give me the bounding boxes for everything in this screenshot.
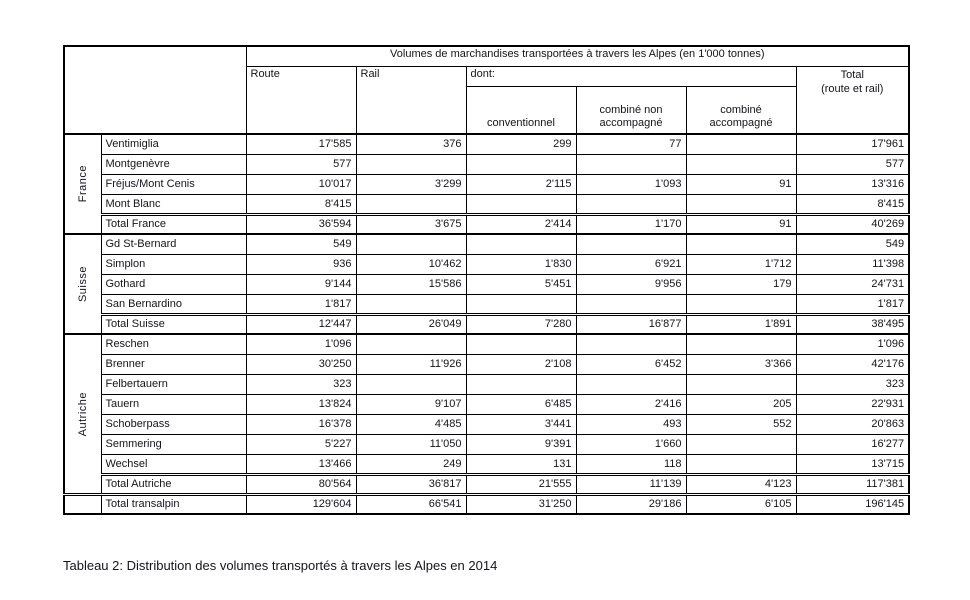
value-cell: 6'921 bbox=[576, 254, 686, 274]
country-label-cell bbox=[64, 334, 101, 494]
value-cell bbox=[356, 294, 466, 314]
value-cell: 91 bbox=[686, 214, 796, 234]
value-cell: 9'391 bbox=[466, 434, 576, 454]
value-cell: 1'660 bbox=[576, 434, 686, 454]
table-body bbox=[64, 134, 909, 514]
table-row bbox=[64, 254, 909, 274]
value-cell: 5'227 bbox=[246, 434, 356, 454]
pass-name-cell: Ventimiglia bbox=[101, 134, 246, 154]
value-cell bbox=[466, 374, 576, 394]
value-cell: 1'817 bbox=[246, 294, 356, 314]
country-label: Autriche bbox=[76, 391, 89, 436]
country-label-cell bbox=[64, 134, 101, 234]
value-cell bbox=[576, 154, 686, 174]
value-cell: 9'956 bbox=[576, 274, 686, 294]
table-caption: Tableau 2: Distribution des volumes transportés à travers les Alpes en 2014 bbox=[63, 558, 498, 573]
value-cell: 66'541 bbox=[356, 494, 466, 514]
value-cell: 6'105 bbox=[686, 494, 796, 514]
value-cell bbox=[356, 154, 466, 174]
value-cell: 42'176 bbox=[796, 354, 909, 374]
table-row bbox=[64, 454, 909, 474]
value-cell bbox=[356, 194, 466, 214]
value-cell: 3'366 bbox=[686, 354, 796, 374]
value-cell: 16'378 bbox=[246, 414, 356, 434]
value-cell bbox=[576, 234, 686, 254]
value-cell: 16'277 bbox=[796, 434, 909, 454]
section-total-row bbox=[64, 314, 909, 334]
pass-name-cell: Gd St-Bernard bbox=[101, 234, 246, 254]
pass-name-cell: Semmering bbox=[101, 434, 246, 454]
column-header-dont: dont: bbox=[466, 66, 796, 86]
table-row bbox=[64, 414, 909, 434]
value-cell: 10'017 bbox=[246, 174, 356, 194]
value-cell: 577 bbox=[796, 154, 909, 174]
table-row bbox=[64, 434, 909, 454]
value-cell: 205 bbox=[686, 394, 796, 414]
value-cell: 179 bbox=[686, 274, 796, 294]
value-cell: 80'564 bbox=[246, 474, 356, 494]
value-cell bbox=[686, 434, 796, 454]
section-total-row bbox=[64, 214, 909, 234]
table-row bbox=[64, 134, 909, 154]
total-label-cell: Total France bbox=[101, 214, 246, 234]
value-cell: 26'049 bbox=[356, 314, 466, 334]
total-label-cell: Total Autriche bbox=[101, 474, 246, 494]
section-total-row bbox=[64, 474, 909, 494]
value-cell: 21'555 bbox=[466, 474, 576, 494]
pass-name-cell: Reschen bbox=[101, 334, 246, 354]
value-cell: 549 bbox=[796, 234, 909, 254]
value-cell: 1'817 bbox=[796, 294, 909, 314]
value-cell: 299 bbox=[466, 134, 576, 154]
value-cell: 13'715 bbox=[796, 454, 909, 474]
value-cell: 15'586 bbox=[356, 274, 466, 294]
value-cell: 11'139 bbox=[576, 474, 686, 494]
column-header-rail: Rail bbox=[356, 66, 466, 134]
value-cell bbox=[686, 454, 796, 474]
value-cell: 3'441 bbox=[466, 414, 576, 434]
value-cell: 577 bbox=[246, 154, 356, 174]
value-cell bbox=[686, 134, 796, 154]
pass-name-cell: Montgenèvre bbox=[101, 154, 246, 174]
value-cell: 13'824 bbox=[246, 394, 356, 414]
table-row bbox=[64, 194, 909, 214]
table-title: Volumes de marchandises transportées à travers les Alpes (en 1'000 tonnes) bbox=[246, 46, 909, 66]
value-cell: 4'485 bbox=[356, 414, 466, 434]
value-cell: 131 bbox=[466, 454, 576, 474]
value-cell: 1'712 bbox=[686, 254, 796, 274]
value-cell bbox=[466, 194, 576, 214]
value-cell: 7'280 bbox=[466, 314, 576, 334]
value-cell: 5'451 bbox=[466, 274, 576, 294]
value-cell bbox=[576, 294, 686, 314]
pass-name-cell: Brenner bbox=[101, 354, 246, 374]
value-cell: 493 bbox=[576, 414, 686, 434]
value-cell: 13'316 bbox=[796, 174, 909, 194]
value-cell: 16'877 bbox=[576, 314, 686, 334]
corner-cell bbox=[64, 46, 246, 134]
value-cell bbox=[686, 374, 796, 394]
value-cell: 2'414 bbox=[466, 214, 576, 234]
value-cell: 376 bbox=[356, 134, 466, 154]
value-cell bbox=[686, 194, 796, 214]
column-header-total bbox=[796, 66, 909, 134]
value-cell: 323 bbox=[246, 374, 356, 394]
value-cell: 6'452 bbox=[576, 354, 686, 374]
value-cell: 31'250 bbox=[466, 494, 576, 514]
value-cell bbox=[466, 294, 576, 314]
value-cell: 117'381 bbox=[796, 474, 909, 494]
value-cell: 129'604 bbox=[246, 494, 356, 514]
value-cell bbox=[686, 234, 796, 254]
value-cell: 118 bbox=[576, 454, 686, 474]
pass-name-cell: Gothard bbox=[101, 274, 246, 294]
table-row bbox=[64, 174, 909, 194]
pass-name-cell: Wechsel bbox=[101, 454, 246, 474]
value-cell: 36'594 bbox=[246, 214, 356, 234]
value-cell: 323 bbox=[796, 374, 909, 394]
value-cell bbox=[576, 334, 686, 354]
value-cell: 91 bbox=[686, 174, 796, 194]
country-label: France bbox=[76, 165, 89, 203]
value-cell: 6'485 bbox=[466, 394, 576, 414]
value-cell: 10'462 bbox=[356, 254, 466, 274]
value-cell: 249 bbox=[356, 454, 466, 474]
value-cell bbox=[686, 294, 796, 314]
table-row bbox=[64, 234, 909, 254]
value-cell: 11'926 bbox=[356, 354, 466, 374]
value-cell: 4'123 bbox=[686, 474, 796, 494]
pass-name-cell: Schoberpass bbox=[101, 414, 246, 434]
value-cell: 552 bbox=[686, 414, 796, 434]
value-cell bbox=[466, 234, 576, 254]
value-cell: 1'170 bbox=[576, 214, 686, 234]
total-label-cell: Total Suisse bbox=[101, 314, 246, 334]
column-header-route: Route bbox=[246, 66, 356, 134]
value-cell: 11'050 bbox=[356, 434, 466, 454]
value-cell bbox=[466, 334, 576, 354]
value-cell: 36'817 bbox=[356, 474, 466, 494]
freight-table-container bbox=[63, 45, 910, 515]
total-header-line2: (route et rail) bbox=[821, 82, 884, 95]
value-cell bbox=[686, 334, 796, 354]
title-row bbox=[64, 46, 909, 66]
value-cell bbox=[466, 154, 576, 174]
total-header-line1: Total bbox=[840, 68, 864, 81]
value-cell: 24'731 bbox=[796, 274, 909, 294]
value-cell: 1'096 bbox=[246, 334, 356, 354]
table-row bbox=[64, 394, 909, 414]
pass-name-cell: Simplon bbox=[101, 254, 246, 274]
value-cell: 3'675 bbox=[356, 214, 466, 234]
value-cell: 38'495 bbox=[796, 314, 909, 334]
value-cell: 30'250 bbox=[246, 354, 356, 374]
pass-name-cell: Fréjus/Mont Cenis bbox=[101, 174, 246, 194]
pass-name-cell: Felbertauern bbox=[101, 374, 246, 394]
value-cell bbox=[356, 374, 466, 394]
alpine-freight-table bbox=[63, 45, 910, 515]
table-header bbox=[64, 46, 909, 134]
table-row bbox=[64, 374, 909, 394]
value-cell: 40'269 bbox=[796, 214, 909, 234]
value-cell: 1'891 bbox=[686, 314, 796, 334]
value-cell: 17'585 bbox=[246, 134, 356, 154]
pass-name-cell: San Bernardino bbox=[101, 294, 246, 314]
value-cell bbox=[356, 334, 466, 354]
value-cell: 29'186 bbox=[576, 494, 686, 514]
value-cell: 8'415 bbox=[246, 194, 356, 214]
value-cell: 196'145 bbox=[796, 494, 909, 514]
value-cell: 549 bbox=[246, 234, 356, 254]
value-cell: 1'093 bbox=[576, 174, 686, 194]
column-header-conventionnel: conventionnel bbox=[466, 86, 576, 134]
value-cell: 22'931 bbox=[796, 394, 909, 414]
value-cell: 20'863 bbox=[796, 414, 909, 434]
value-cell: 2'115 bbox=[466, 174, 576, 194]
value-cell: 9'144 bbox=[246, 274, 356, 294]
value-cell: 2'108 bbox=[466, 354, 576, 374]
value-cell: 12'447 bbox=[246, 314, 356, 334]
value-cell: 3'299 bbox=[356, 174, 466, 194]
value-cell: 936 bbox=[246, 254, 356, 274]
value-cell: 2'416 bbox=[576, 394, 686, 414]
table-row bbox=[64, 334, 909, 354]
table-row bbox=[64, 274, 909, 294]
value-cell bbox=[576, 194, 686, 214]
value-cell bbox=[356, 234, 466, 254]
value-cell bbox=[686, 154, 796, 174]
pass-name-cell: Mont Blanc bbox=[101, 194, 246, 214]
empty-country-cell bbox=[64, 494, 101, 514]
column-header-combine-accompagne: combiné accompagné bbox=[686, 86, 796, 134]
grand-total-label-cell: Total transalpin bbox=[101, 494, 246, 514]
value-cell bbox=[576, 374, 686, 394]
table-row bbox=[64, 354, 909, 374]
value-cell: 1'096 bbox=[796, 334, 909, 354]
value-cell: 8'415 bbox=[796, 194, 909, 214]
pass-name-cell: Tauern bbox=[101, 394, 246, 414]
value-cell: 11'398 bbox=[796, 254, 909, 274]
country-label-cell bbox=[64, 234, 101, 334]
value-cell: 17'961 bbox=[796, 134, 909, 154]
grand-total-row bbox=[64, 494, 909, 514]
value-cell: 9'107 bbox=[356, 394, 466, 414]
table-row bbox=[64, 154, 909, 174]
country-label: Suisse bbox=[76, 265, 89, 303]
value-cell: 1'830 bbox=[466, 254, 576, 274]
column-header-combine-non-accompagne: combiné non accompagné bbox=[576, 86, 686, 134]
value-cell: 13'466 bbox=[246, 454, 356, 474]
value-cell: 77 bbox=[576, 134, 686, 154]
table-row bbox=[64, 294, 909, 314]
